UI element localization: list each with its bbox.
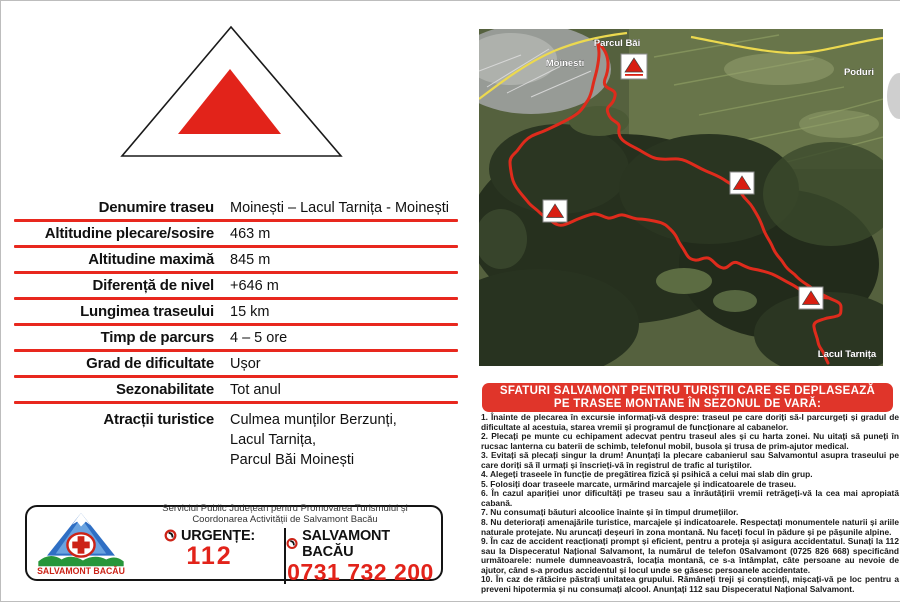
row-value: Ușor bbox=[230, 355, 261, 372]
contact-box bbox=[25, 502, 443, 585]
row-label: Grad de dificultate bbox=[86, 355, 214, 372]
advice-title-line2: PE TRASEE MONTANE ÎN SEZONUL DE VARĂ: bbox=[553, 397, 822, 410]
red-triangle-trail-blaze-icon bbox=[116, 23, 348, 163]
row-value: 15 km bbox=[230, 303, 270, 320]
table-row bbox=[14, 353, 458, 374]
table-row bbox=[14, 410, 458, 470]
row-value-list bbox=[230, 410, 397, 470]
salvamont-number: 0731 732 200 bbox=[287, 558, 434, 585]
salvamont-bacau-logo bbox=[27, 511, 135, 575]
trail-marker-icon bbox=[621, 54, 647, 79]
table-row bbox=[14, 249, 458, 270]
page-curl-decoration bbox=[887, 73, 900, 119]
phone-icon bbox=[286, 537, 298, 550]
row-value: 845 m bbox=[230, 251, 271, 268]
advice-tip: 3. Evitați să plecați singur la drum! Anunțați la plecare cabanierul sau Salvamontul asupra traseului pe care doriți să îl urmați și înscrieți-vă în registrul de trafic al turiștilor. bbox=[481, 450, 899, 470]
table-row bbox=[14, 301, 458, 322]
advice-tips-list bbox=[481, 413, 899, 594]
salvamont-label: SALVAMONT BACĂU bbox=[302, 527, 390, 560]
map-label-moinesti: Moinești bbox=[545, 58, 585, 69]
advice-header bbox=[482, 383, 893, 412]
advice-tip: 2. Plecați pe munte cu echipament adecvat pentru traseul ales și cu harta zonei. Nu uitați să puneți în rucsac lanterna cu baterii de schimb, telefonul mobil, busola și trusa de prim-ajutor medical. bbox=[481, 431, 899, 451]
salvamont-logo-icon bbox=[32, 511, 130, 575]
table-row bbox=[14, 327, 458, 348]
table-row bbox=[14, 223, 458, 244]
service-name-line1: Serviciul Public Județean pentru Promovarea Turismului și bbox=[162, 502, 408, 514]
row-label: Altitudine maximă bbox=[88, 251, 214, 268]
red-divider bbox=[14, 245, 458, 248]
table-row bbox=[14, 275, 458, 296]
map-label-parcul-bai: Parcul Băi bbox=[593, 38, 641, 49]
advice-title-line1: SFATURI SALVAMONT PENTRU TURIȘTII CARE SE DEPLASEAZĂ bbox=[499, 384, 876, 397]
trail-info-table bbox=[14, 197, 458, 470]
trail-marker-icon bbox=[799, 287, 823, 309]
advice-tip: 7. Nu consumați băuturi alcoolice înainte și în timpul drumețiilor. bbox=[481, 507, 739, 518]
advice-tip: 4. Alegeți traseele în funcție de pregătirea fizică și psihică a celui mai slab din grup. bbox=[481, 469, 813, 480]
row-value: 463 m bbox=[230, 225, 271, 242]
advice-tip: 5. Folosiți doar traseele marcate, urmărind marcajele și indicatoarele de traseu. bbox=[481, 478, 797, 489]
red-divider bbox=[14, 323, 458, 326]
red-divider bbox=[14, 349, 458, 352]
row-value: 4 – 5 ore bbox=[230, 329, 288, 346]
advice-tip: 9. În caz de accident reacționați prompt și eficient, pentru a proteja și asigura accidentatul. Sunați la 112 sau la Dispeceratul Național Salvamont, la numărul de telefon 0Salvamont (0725 826 668) specificând următoarele: numele dumneavoastră, locația montană, ce s-a întâmplat, câte persoane au nevoie de ajutor, când s-a produs accidentul și locul unde se găsesc persoanele accidentate. bbox=[481, 536, 899, 575]
row-value: Moinești – Lacul Tarnița - Moinești bbox=[230, 199, 449, 216]
red-divider bbox=[14, 375, 458, 378]
phone-icon bbox=[164, 529, 177, 542]
table-row bbox=[14, 197, 458, 218]
row-label: Timp de parcurs bbox=[100, 329, 214, 346]
row-label: Diferență de nivel bbox=[92, 277, 214, 294]
advice-tip: 8. Nu deteriorați amenajările turistice, marcajele și indicatoarele. Respectați monumentele naturii și ariile naturale protejate. Nu aruncați deșeuri în zona montană. Nu faceți focul în pădure și pe pășunile alpine. bbox=[481, 517, 899, 537]
red-divider bbox=[14, 219, 458, 222]
emergency-label: URGENȚE: bbox=[180, 527, 256, 544]
advice-tip: 10. În caz de rătăcire păstrați unitatea grupului. Rămâneți treji și conștienți, mișcați-vă pe loc pentru a preveni hipotermia și nu consumați alcool. Anunțați 112 sau Dispeceratul Național Salvamont. bbox=[481, 574, 899, 594]
row-value: +646 m bbox=[230, 277, 279, 294]
row-value: Tot anul bbox=[230, 381, 281, 398]
logo-text: SALVAMONT BACĂU bbox=[37, 566, 125, 575]
trail-marker-icon bbox=[543, 200, 567, 222]
emergency-number: 112 bbox=[186, 541, 233, 570]
attraction-item: Lacul Tarnița, bbox=[230, 432, 316, 448]
table-row bbox=[14, 379, 458, 400]
row-label: Denumire traseu bbox=[98, 199, 214, 216]
row-label: Atracții turistice bbox=[103, 411, 214, 428]
service-name-line2: Coordonarea Activității de Salvamont Bacău bbox=[192, 513, 378, 525]
row-label: Altitudine plecare/sosire bbox=[44, 225, 214, 242]
red-divider bbox=[14, 297, 458, 300]
advice-tip: 1. Înainte de plecarea în excursie informați-vă despre: traseul pe care doriți să-l parcurgeți și gradul de dificultate al acestuia, starea vremii și programul de funcționare al cabanelor. bbox=[481, 412, 899, 432]
map-label-lacul-tarnita: Lacul Tarnița bbox=[817, 349, 877, 360]
row-label: Lungimea traseului bbox=[80, 303, 214, 320]
attraction-item: Parcul Băi Moinești bbox=[230, 452, 355, 468]
row-label: Sezonabilitate bbox=[115, 381, 214, 398]
red-divider bbox=[14, 401, 458, 404]
red-divider bbox=[14, 271, 458, 274]
advice-tip: 6. În cazul apariției unor dificultăți pe traseu sau a înrăutățirii vremii retrăgeți-vă la cea mai apropiată cabană. bbox=[481, 488, 899, 508]
map-label-poduri: Poduri bbox=[843, 67, 875, 78]
trail-satellite-map bbox=[479, 29, 883, 366]
attraction-item: Culmea munților Berzunți, bbox=[230, 412, 397, 428]
trail-marker-icon bbox=[730, 172, 754, 194]
